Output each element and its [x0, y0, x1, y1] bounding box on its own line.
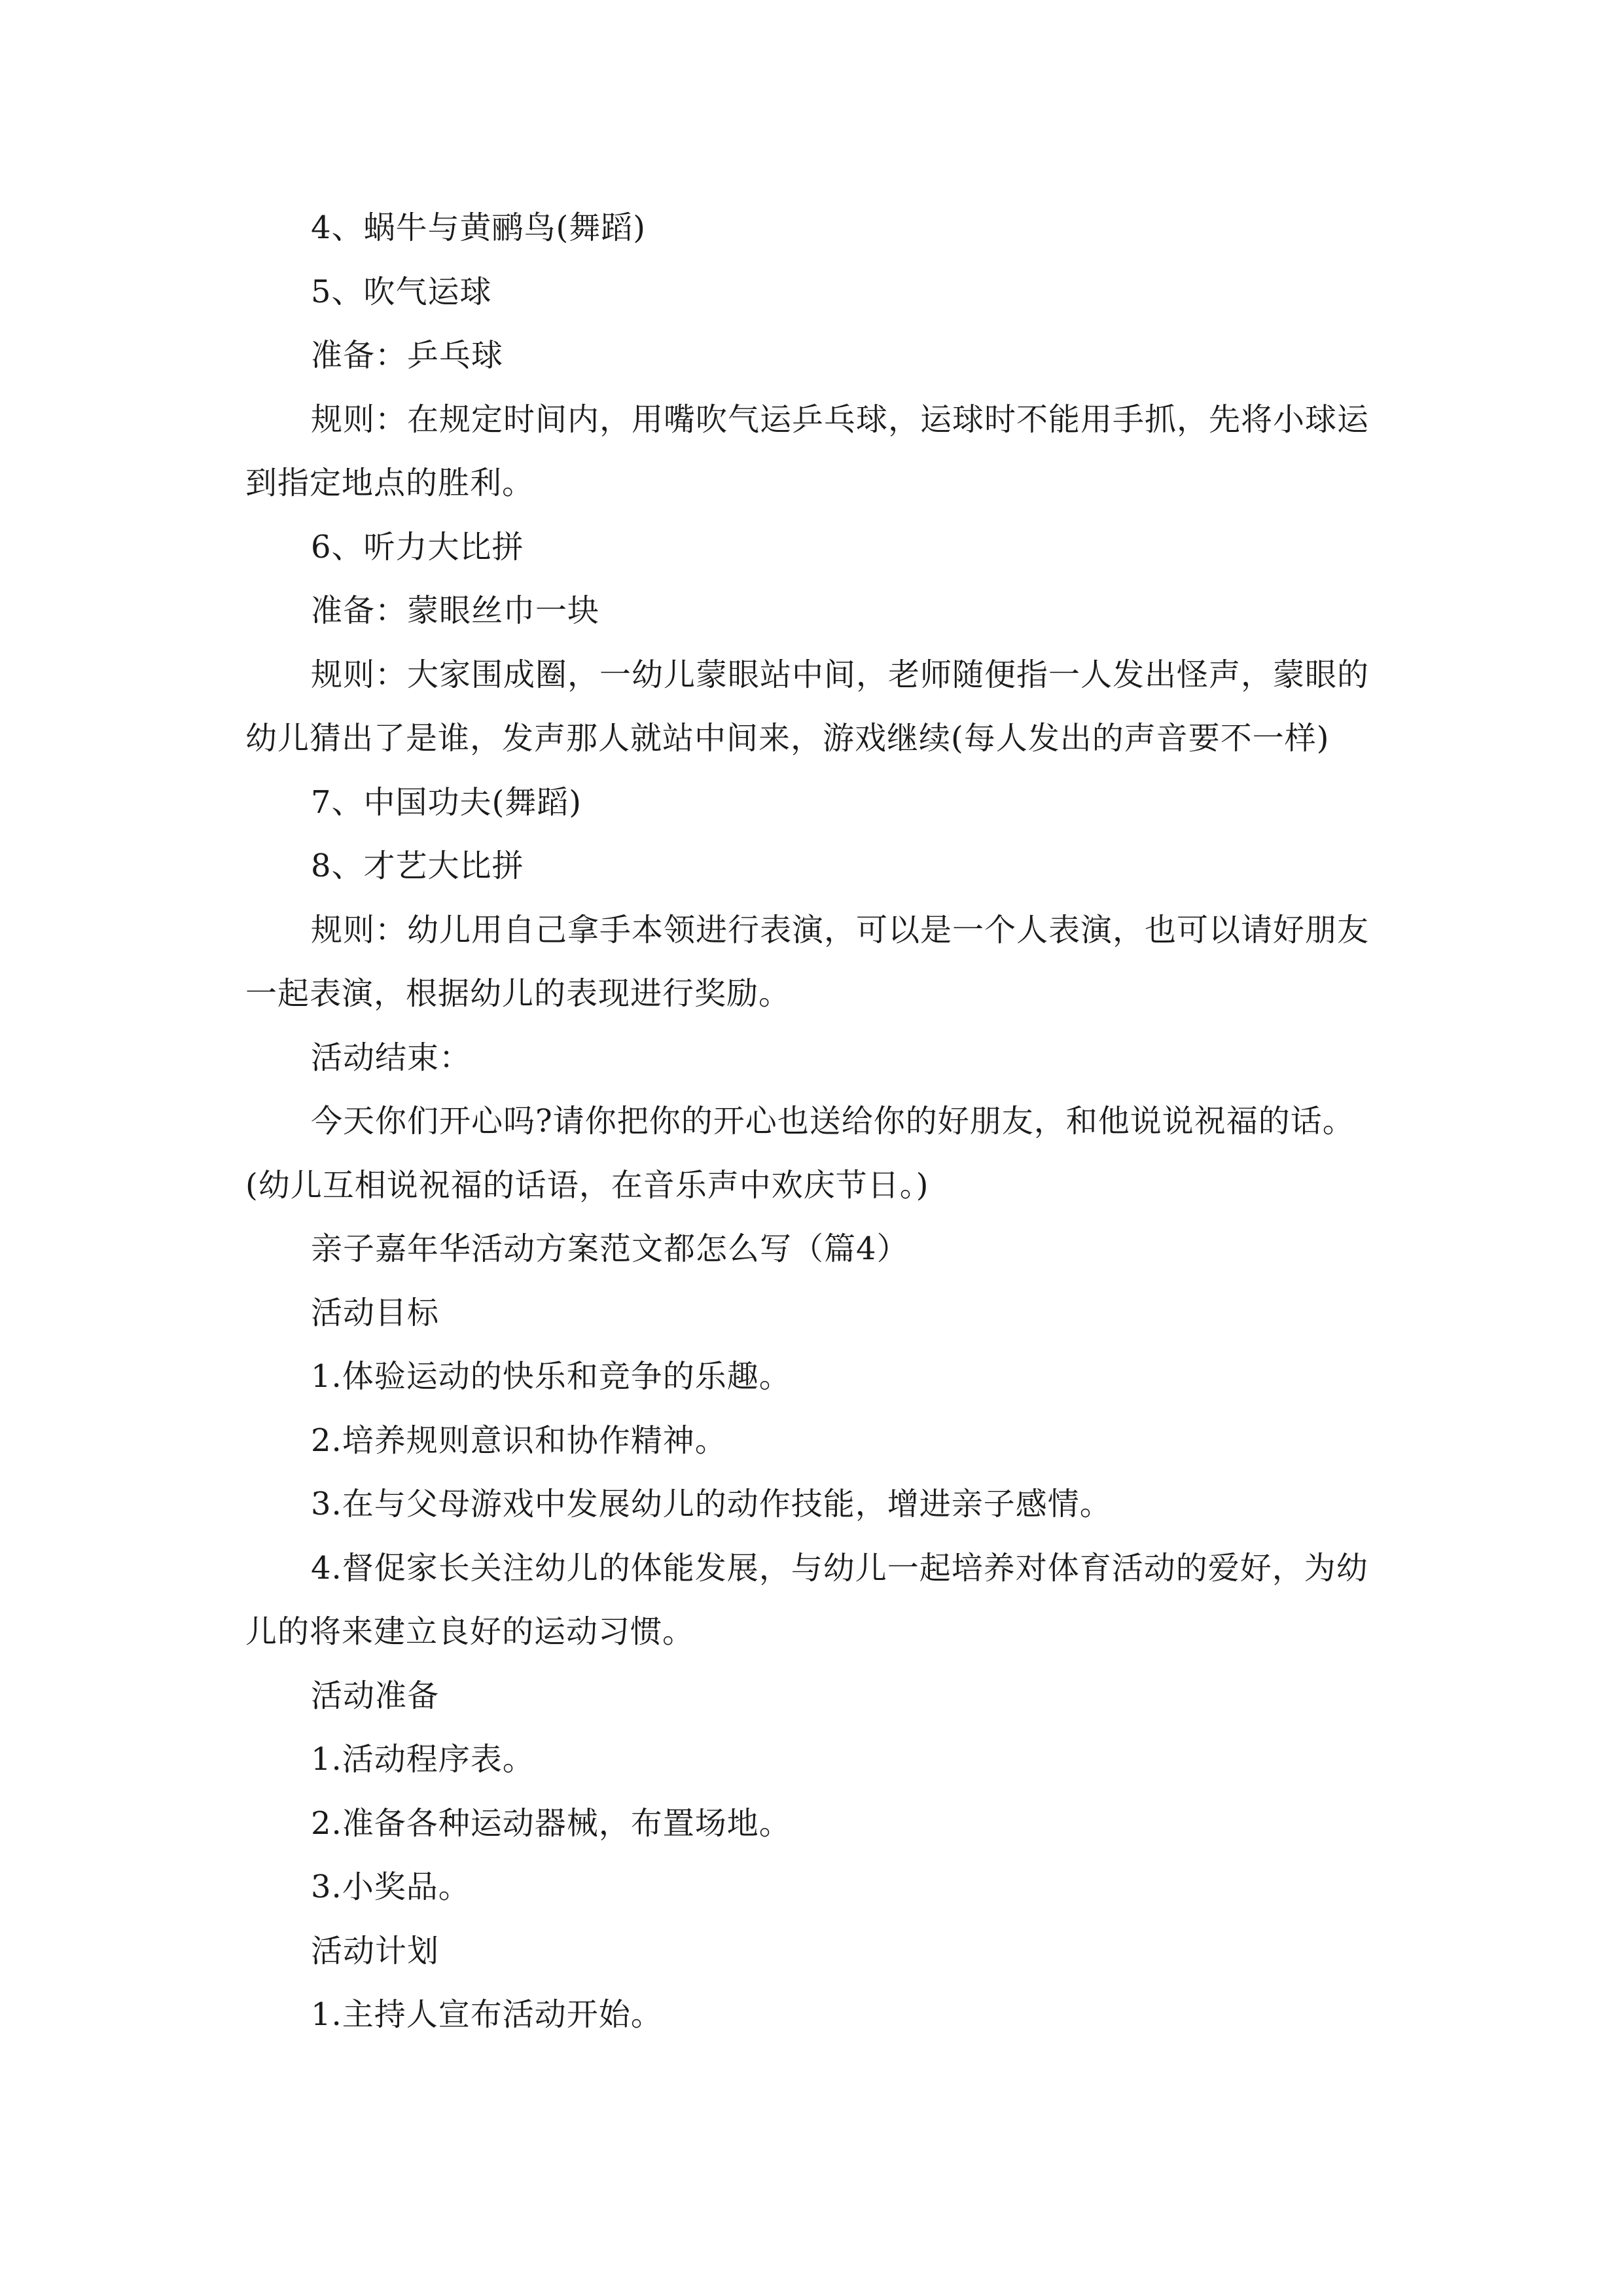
goal-item: 2.培养规则意识和协作精神。: [311, 1422, 727, 1459]
rule-blow-ball: 规则：在规定时间内，用嘴吹气运乒乓球，运球时不能用手抓，先将小球运到指定地点的胜利。: [245, 401, 1370, 501]
goal-item: 3.在与父母游戏中发展幼儿的动作技能，增进亲子感情。: [311, 1486, 1112, 1522]
plan-item: 1.主持人宣布活动开始。: [311, 1996, 663, 2033]
preparation-blindfold: 准备：蒙眼丝巾一块: [311, 592, 600, 629]
preparation-ping-pong: 准备：乒乓球: [311, 337, 504, 374]
list-item-kungfu: 7、中国功夫(舞蹈): [311, 783, 582, 821]
list-item-listening: 6、听力大比拼: [311, 528, 524, 565]
preparation-item: 1.活动程序表。: [311, 1741, 535, 1778]
document-page: [245, 196, 1384, 2047]
activity-end-text: 今天你们开心吗?请你把你的开心也送给你的好朋友，和他说说祝福的话。(幼儿互相说祝福的话语，在音乐声中欢庆节日。): [245, 1103, 1355, 1204]
preparation-item: 3.小奖品。: [311, 1869, 471, 1905]
rule-listening: 规则：大家围成圈，一幼儿蒙眼站中间，老师随便指一人发出怪声，蒙眼的幼儿猜出了是谁，发声那人就站中间来，游戏继续(每人发出的声音要不一样): [245, 656, 1370, 757]
activity-end-heading: 活动结束：: [311, 1039, 472, 1076]
goals-heading: 活动目标: [311, 1294, 440, 1331]
plan-heading: 活动计划: [311, 1932, 440, 1969]
list-item-blow-ball: 5、吹气运球: [311, 273, 492, 310]
goal-item: 4.督促家长关注幼儿的体能发展，与幼儿一起培养对体育活动的爱好，为幼儿的将来建立良好的运动习惯。: [245, 1549, 1368, 1650]
rule-talent: 规则：幼儿用自己拿手本领进行表演，可以是一个人表演，也可以请好朋友一起表演，根据幼儿的表现进行奖励。: [245, 911, 1370, 1012]
list-item-talent: 8、才艺大比拼: [311, 848, 524, 884]
section-title: 亲子嘉年华活动方案范文都怎么写（篇4）: [311, 1230, 909, 1267]
preparation-item: 2.准备各种运动器械，布置场地。: [311, 1804, 791, 1842]
list-item-dance-snail: 4、蜗牛与黄鹂鸟(舞蹈): [311, 209, 646, 246]
goal-item: 1.体验运动的快乐和竞争的乐趣。: [311, 1358, 791, 1395]
preparation-heading: 活动准备: [311, 1677, 440, 1714]
